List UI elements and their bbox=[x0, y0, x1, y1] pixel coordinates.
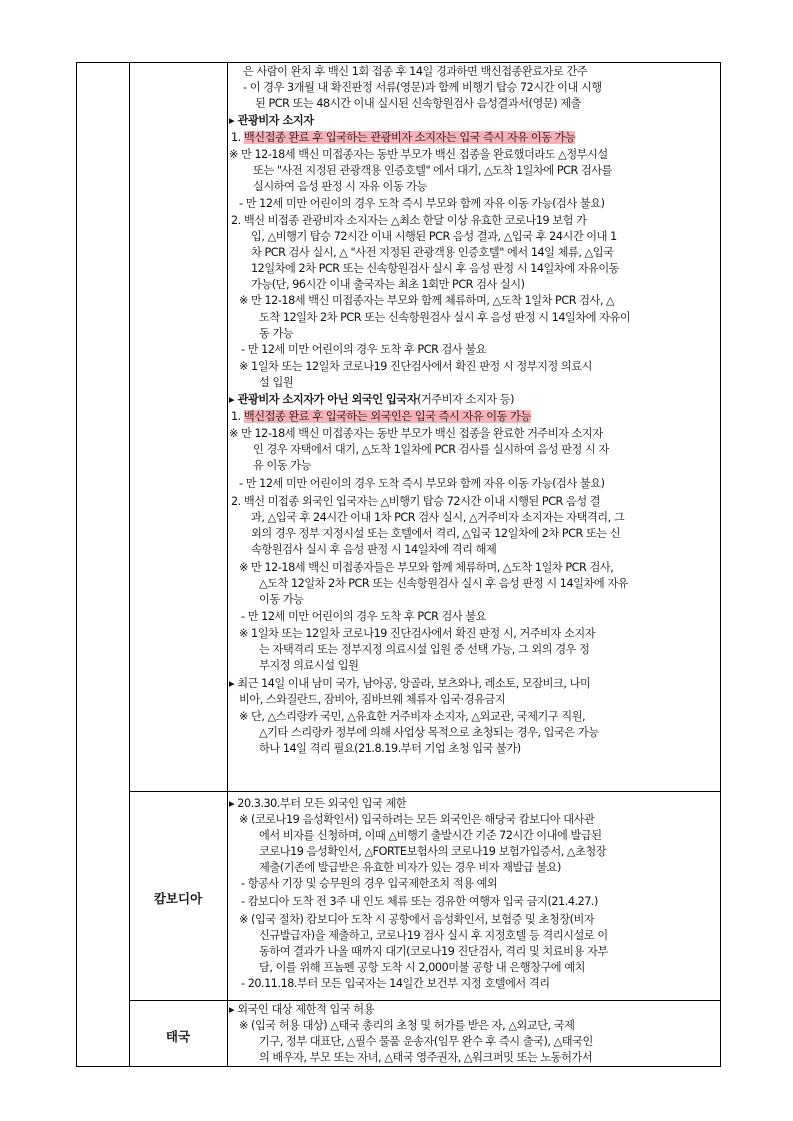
policy-line bbox=[239, 626, 595, 642]
line-text: 제출(기존에 발급받은 유효한 비자가 있는 경우 비자 재발급 불요) bbox=[259, 861, 561, 874]
line-text: 부지정 의료시설 입원 bbox=[259, 659, 359, 672]
highlighted-text: 백신접종 완료 후 입국하는 관광비자 소지자는 입국 즉시 자유 이동 가능 bbox=[243, 131, 576, 144]
line-text: ※ 만 12-18세 백신 미접종자는 동반 부모가 백신 접종을 완료한 거주비자 소지자 bbox=[229, 427, 603, 440]
line-text: 2. 백신 미접종 외국인 입국자는 △비행기 탑승 72시간 이내 시행된 PCR 음성 결 bbox=[231, 495, 601, 508]
policy-line bbox=[239, 1018, 574, 1034]
policy-line bbox=[239, 692, 505, 708]
policy-line bbox=[231, 409, 531, 425]
line-text: 이동 가능 bbox=[259, 593, 304, 606]
policy-line bbox=[251, 277, 525, 293]
line-text: ▸ 관광비자 소지자가 아닌 외국인 입국자 bbox=[229, 393, 418, 406]
policy-line bbox=[241, 342, 486, 358]
line-text: 은 사람이 완치 후 백신 1회 접종 후 14일 경과하면 백신접종완료자로 간주 bbox=[243, 65, 588, 78]
line-text: 비아, 스와질란드, 잠비아, 짐바브웨 체류자 입국·경유금지 bbox=[239, 693, 506, 706]
section-heading bbox=[229, 113, 314, 129]
line-text: - 20.11.18.부터 모든 입국자는 14일간 보건부 지정 호텔에서 격리 bbox=[241, 977, 550, 990]
line-text: - 이 경우 3개월 내 확진판정 서류(영문)과 함께 비행기 탑승 72시간 이내 시행 bbox=[243, 81, 602, 94]
policy-line bbox=[253, 179, 427, 195]
line-text: - 캄보디아 도착 전 3주 내 인도 체류 또는 경유한 여행자 입국 금지(21.4.27.) bbox=[241, 895, 598, 908]
line-text: 동하여 결과가 나올 때까지 대기(코로나19 진단검사, 격리 및 치료비용 자부 bbox=[259, 945, 608, 958]
section-heading bbox=[229, 392, 514, 408]
line-text: - 만 12세 미만 어린이의 경우 도착 즉시 부모와 함께 자유 이동 가능(검사 불요) bbox=[239, 197, 605, 210]
policy-line bbox=[255, 96, 581, 112]
country-cell-thailand bbox=[131, 1027, 225, 1045]
line-text: ※ 만 12-18세 백신 미접종자들은 부모와 함께 체류하며, △도착 1일차 PCR 검사, bbox=[239, 561, 614, 574]
line-text: 차 PCR 검사 실시, △ "사전 지정된 관광객용 인증호텔" 에서 14일 체류, △입국 bbox=[251, 246, 614, 259]
line-text: 는 자택격리 또는 정부지정 의료시설 입원 중 선택 가능, 그 외의 경우 정 bbox=[259, 643, 590, 656]
line-text: - 만 12세 미만 어린이의 경우 도착 후 PCR 검사 불요 bbox=[241, 343, 487, 356]
policy-line bbox=[251, 526, 620, 542]
line-text: - 만 12세 미만 어린이의 경우 도착 즉시 부모와 함께 자유 이동 가능(검사 불요) bbox=[239, 477, 605, 490]
country-name: 캄보디아 bbox=[153, 891, 203, 906]
line-text: 외의 경우 정부 지정시설 또는 호텔에서 격리, △입국 12일차에 2차 PCR 또는 신 bbox=[251, 527, 621, 540]
policy-line bbox=[253, 442, 609, 458]
policy-line bbox=[259, 828, 602, 844]
policy-line bbox=[229, 426, 603, 442]
column-divider-1 bbox=[129, 63, 130, 1066]
line-text: 입, △비행기 탑승 72시간 이내 시행된 PCR 음성 결과, △입국 후 24시간 이내 1 bbox=[251, 230, 617, 243]
policy-line bbox=[259, 960, 585, 976]
policy-line bbox=[243, 80, 602, 96]
line-text: 신규발급자)을 제출하고, 코로나19 검사 실시 후 지정호텔 등 격리시설로 이 bbox=[259, 929, 608, 942]
policy-line bbox=[253, 458, 311, 474]
line-text: 도착 12일차 2차 PCR 또는 신속항원검사 실시 후 음성 판정 시 14일차에 자유이 bbox=[259, 311, 631, 324]
policy-line bbox=[251, 261, 619, 277]
country-cell-srilanka bbox=[131, 63, 225, 791]
highlighted-text: 백신접종 완료 후 입국하는 외국인은 입국 즉시 자유 이동 가능 bbox=[243, 410, 531, 423]
row-divider-thailand bbox=[129, 1000, 720, 1001]
policy-line bbox=[259, 310, 630, 326]
line-text: ※ 만 12-18세 백신 미접종자는 부모와 함께 체류하며, △도착 1일차 PCR 검사, △ bbox=[239, 294, 615, 307]
line-text: ▸ 관광비자 소지자 bbox=[229, 114, 314, 127]
policy-line bbox=[239, 196, 605, 212]
policy-line bbox=[259, 741, 521, 757]
line-text: 과, △입국 후 24시간 이내 1차 PCR 검사 실시, △거주비자 소지자는 자택격리, 그 bbox=[251, 511, 625, 524]
line-text: 동 가능 bbox=[259, 327, 294, 340]
line-text: - 항공사 기장 및 승무원의 경우 입국제한조치 적용 예외 bbox=[241, 877, 498, 890]
line-text: ▸ 20.3.30.부터 모든 외국인 입국 제한 bbox=[229, 797, 407, 810]
policy-line bbox=[239, 709, 585, 725]
line-text: 2. 백신 비접종 관광비자 소지자는 △최소 한달 이상 유효한 코로나19 보험 가 bbox=[231, 214, 587, 227]
policy-line bbox=[259, 576, 628, 592]
line-text: 12일차에 2차 PCR 또는 신속항원검사 실시 후 음성 판정 시 14일차에 자유이동 bbox=[251, 262, 620, 275]
line-text: ※ 1일차 또는 12일차 코로나19 진단검사에서 확진 판정 시, 거주비자 소지자 bbox=[239, 627, 596, 640]
policy-line bbox=[241, 609, 486, 625]
policy-line bbox=[239, 560, 613, 576]
policy-line bbox=[259, 844, 606, 860]
policy-line bbox=[241, 976, 550, 992]
document-table bbox=[76, 62, 721, 1067]
line-text: ▸ 외국인 대상 제한적 입국 허용 bbox=[229, 1003, 374, 1016]
line-text: ▸ 최근 14일 이내 남미 국가, 남아공, 앙골라, 보츠와나, 레소토, 모잠비크, 나미 bbox=[229, 677, 591, 690]
policy-line bbox=[259, 1050, 592, 1066]
policy-line bbox=[231, 494, 600, 510]
policy-line bbox=[229, 676, 590, 692]
list-number: 1. bbox=[231, 131, 244, 144]
policy-line bbox=[243, 64, 587, 80]
policy-line bbox=[259, 725, 599, 741]
country-cell-cambodia bbox=[131, 889, 225, 907]
column-divider-2 bbox=[227, 63, 228, 1066]
line-text: 의 배우자, 부모 또는 자녀, △태국 영주권자, △워크퍼밋 또는 노동허가서 bbox=[259, 1051, 593, 1064]
policy-line bbox=[253, 163, 612, 179]
policy-line bbox=[259, 592, 304, 608]
policy-line bbox=[239, 293, 614, 309]
policy-line bbox=[231, 213, 586, 229]
line-text: 코로나19 음성확인서, △FORTE보험사의 코로나19 보험가입증서, △초청장 bbox=[259, 845, 607, 858]
policy-line bbox=[251, 542, 496, 558]
policy-line bbox=[239, 359, 592, 375]
line-text: 유 이동 가능 bbox=[253, 459, 311, 472]
policy-line bbox=[259, 326, 293, 342]
heading-note: (거주비자 소지자 등) bbox=[417, 393, 515, 406]
line-text: ※ 단, △스리랑카 국민, △유효한 거주비자 소지자, △외교관, 국제기구 직원, bbox=[239, 710, 586, 723]
country-name: 태국 bbox=[165, 1029, 191, 1044]
policy-line bbox=[229, 796, 406, 812]
policy-line bbox=[251, 245, 613, 261]
line-text: 기구, 정부 대표단, △필수 물품 운송자(임무 완수 후 즉시 출국), △태국인 bbox=[259, 1035, 593, 1048]
policy-line bbox=[231, 130, 575, 146]
policy-line bbox=[259, 658, 358, 674]
line-text: 실시하여 음성 판정 시 자유 이동 가능 bbox=[253, 180, 427, 193]
policy-line bbox=[251, 229, 617, 245]
policy-line bbox=[239, 812, 594, 828]
policy-line bbox=[229, 1002, 374, 1018]
policy-line bbox=[239, 912, 594, 928]
line-text: 하나 14일 격리 필요(21.8.19.부터 기업 초청 입국 불가) bbox=[259, 742, 521, 755]
line-text: 설 입원 bbox=[259, 376, 294, 389]
line-text: - 만 12세 미만 어린이의 경우 도착 후 PCR 검사 불요 bbox=[241, 610, 487, 623]
line-text: 된 PCR 또는 48시간 이내 실시된 신속항원검사 음성결과서(영문) 제출 bbox=[255, 97, 581, 110]
line-text: 또는 "사전 지정된 관광객용 인증호텔" 에서 대기, △도착 1일차에 PCR 검사를 bbox=[253, 164, 613, 177]
line-text: ※ 1일차 또는 12일차 코로나19 진단검사에서 확진 판정 시 정부지정 의료시 bbox=[239, 360, 592, 373]
policy-line bbox=[259, 375, 293, 391]
line-text: 가능(단, 96시간 이내 출국자는 최초 1회만 PCR 검사 실시) bbox=[251, 278, 525, 291]
policy-line bbox=[259, 1034, 593, 1050]
policy-line bbox=[259, 944, 608, 960]
line-text: △도착 12일차 2차 PCR 또는 신속항원검사 실시 후 음성 판정 시 14일차에 자유 bbox=[259, 577, 629, 590]
policy-line bbox=[241, 894, 598, 910]
policy-line bbox=[251, 510, 624, 526]
line-text: 속항원검사 실시 후 음성 판정 시 14일차에 격리 해제 bbox=[251, 543, 497, 556]
line-text: ※ 만 12-18세 백신 미접종자는 동반 부모가 백신 접종을 완료했더라도 △정부시설 bbox=[229, 148, 608, 161]
policy-line bbox=[259, 860, 561, 876]
line-text: ※ (코로나19 음성확인서) 입국하려는 모든 외국인은 해당국 캄보디아 대사관 bbox=[239, 813, 595, 826]
row-divider-cambodia bbox=[129, 791, 720, 792]
line-text: 담, 이를 위해 프놈펜 공항 도착 시 2,000미불 공항 내 은행창구에 예치 bbox=[259, 961, 585, 974]
policy-line bbox=[241, 876, 497, 892]
policy-line bbox=[239, 476, 605, 492]
policy-line bbox=[259, 642, 589, 658]
policy-line bbox=[229, 147, 608, 163]
line-text: ※ (입국 절차) 캄보디아 도착 시 공항에서 음성확인서, 보험증 및 초청장(비자 bbox=[239, 913, 595, 926]
policy-line bbox=[259, 928, 608, 944]
list-number: 1. bbox=[231, 410, 244, 423]
line-text: △기타 스리랑카 정부에 의해 사업상 목적으로 초청되는 경우, 입국은 가능 bbox=[259, 726, 599, 739]
line-text: 인 경우 자택에서 대기, △도착 1일차에 PCR 검사를 실시하여 음성 판정 시 자 bbox=[253, 443, 609, 456]
line-text: 에서 비자를 신청하며, 이때 △비행기 출발시간 기준 72시간 이내에 발급된 bbox=[259, 829, 602, 842]
line-text: ※ (입국 허용 대상) △태국 총리의 초청 및 허가를 받은 자, △외교단, 국제 bbox=[239, 1019, 575, 1032]
